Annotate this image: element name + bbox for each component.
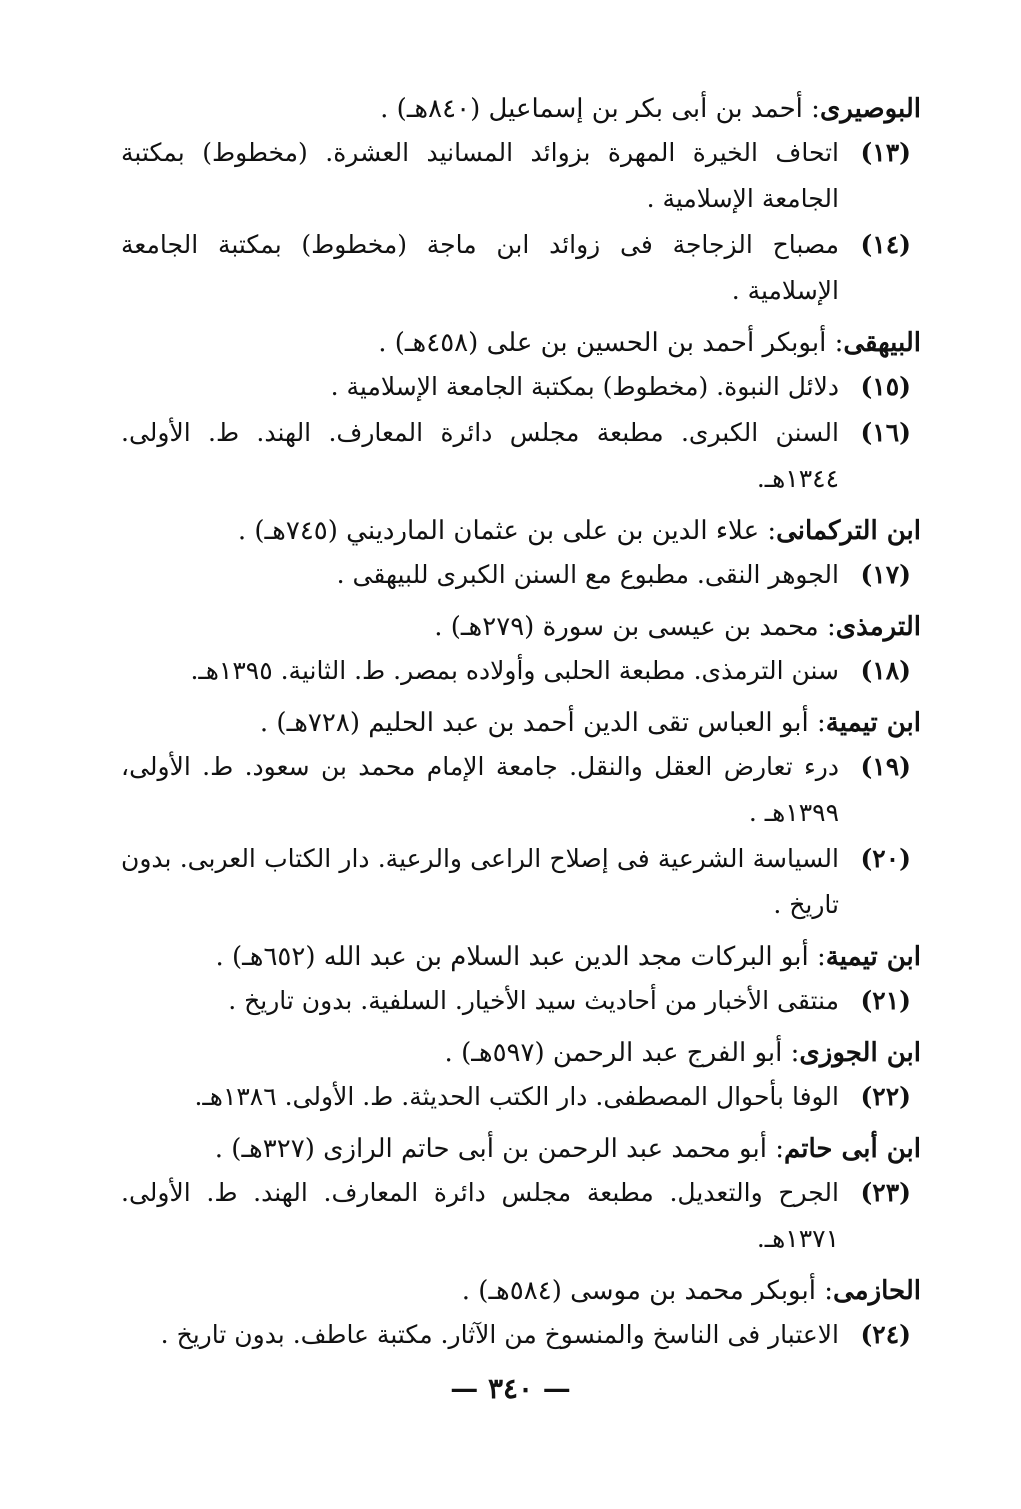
entry-number: (١٩)	[860, 752, 911, 781]
author-heading: ابن تيمية: أبو العباس تقى الدين أحمد بن عبد الحليم (٧٢٨هـ) .	[259, 708, 921, 738]
author-description: أبو الفرج عبد الرحمن (٥٩٧هـ) .	[444, 1038, 783, 1068]
author-description: أحمد بن أبى بكر بن إسماعيل (٨٤٠هـ) .	[380, 94, 803, 124]
author-name: ابن التركمانى	[776, 516, 921, 546]
bibliography-entry	[121, 1312, 921, 1358]
author-name: الترمذى	[835, 612, 921, 642]
bibliography-entry	[121, 648, 921, 694]
entry-number: (١٤)	[860, 230, 911, 259]
entry-number: (١٣)	[860, 138, 911, 167]
author-group	[121, 1272, 921, 1358]
author-description: أبو العباس تقى الدين أحمد بن عبد الحليم (٧٢٨هـ) .	[259, 708, 809, 738]
author-name: البوصيرى	[819, 94, 921, 124]
entry-text: الوفا بأحوال المصطفى. دار الكتب الحديثة. ط. الأولى. ١٣٨٦هـ.	[194, 1082, 839, 1111]
author-description: أبوبكر أحمد بن الحسين بن على (٤٥٨هـ) .	[378, 328, 827, 358]
entry-text: السنن الكبرى. مطبعة مجلس دائرة المعارف. الهند. ط. الأولى. ١٣٤٤هـ.	[121, 418, 839, 493]
author-heading: ابن أبى حاتم: أبو محمد عبد الرحمن بن أبى حاتم الرازى (٣٢٧هـ) .	[214, 1134, 921, 1164]
author-heading: ابن التركمانى: علاء الدين بن على بن عثمان المارديني (٧٤٥هـ) .	[237, 516, 921, 546]
entry-number: (١٦)	[860, 418, 911, 447]
bibliography-entry	[121, 364, 921, 410]
entry-number: (٢٣)	[860, 1178, 911, 1207]
entry-number: (١٨)	[860, 656, 911, 685]
bibliography-entry	[121, 836, 921, 928]
author-group	[121, 938, 921, 1024]
author-name: ابن تيمية	[825, 708, 921, 738]
author-group	[121, 90, 921, 314]
author-description: أبو محمد عبد الرحمن بن أبى حاتم الرازى (٣٢٧هـ) .	[214, 1134, 767, 1164]
author-heading: ابن تيمية: أبو البركات مجد الدين عبد السلام بن عبد الله (٦٥٢هـ) .	[215, 942, 921, 972]
author-description: علاء الدين بن على بن عثمان المارديني (٧٤٥هـ) .	[237, 516, 760, 546]
entry-number: (١٧)	[860, 560, 911, 589]
entry-text: درء تعارض العقل والنقل. جامعة الإمام محمد بن سعود. ط. الأولى، ١٣٩٩هـ .	[121, 752, 839, 827]
bibliography-entry	[121, 1170, 921, 1262]
bibliography-entry	[121, 1074, 921, 1120]
entry-number: (١٥)	[860, 372, 911, 401]
bibliography-entry	[121, 744, 921, 836]
bibliography-entry	[121, 222, 921, 314]
author-heading: البوصيرى: أحمد بن أبى بكر بن إسماعيل (٨٤٠هـ) .	[380, 94, 921, 124]
bibliography-entry	[121, 978, 921, 1024]
entry-text: السياسة الشرعية فى إصلاح الراعى والرعية. دار الكتاب العربى. بدون تاريخ .	[121, 844, 839, 919]
author-name: الحازمى	[832, 1276, 921, 1306]
author-group	[121, 608, 921, 694]
author-name: ابن تيمية	[825, 942, 921, 972]
entry-number: (٢٢)	[860, 1082, 911, 1111]
author-name: البيهقى	[843, 328, 921, 358]
entry-text: الاعتبار فى الناسخ والمنسوخ من الآثار. مكتبة عاطف. بدون تاريخ .	[160, 1320, 839, 1349]
bibliography-entry	[121, 410, 921, 502]
author-heading: الحازمى: أبوبكر محمد بن موسى (٥٨٤هـ) .	[461, 1276, 921, 1306]
entry-text: دلائل النبوة. (مخطوط) بمكتبة الجامعة الإسلامية .	[330, 372, 839, 401]
entry-text: مصباح الزجاجة فى زوائد ابن ماجة (مخطوط) بمكتبة الجامعة الإسلامية .	[121, 230, 839, 305]
entry-number: (٢٤)	[860, 1320, 911, 1349]
author-group	[121, 1130, 921, 1262]
entry-text: الجرح والتعديل. مطبعة مجلس دائرة المعارف. الهند. ط. الأولى. ١٣٧١هـ.	[121, 1178, 839, 1253]
author-heading: ابن الجوزى: أبو الفرج عبد الرحمن (٥٩٧هـ) .	[444, 1038, 921, 1068]
author-group	[121, 512, 921, 598]
author-group	[121, 324, 921, 502]
author-description: أبوبكر محمد بن موسى (٥٨٤هـ) .	[461, 1276, 816, 1306]
entry-number: (٢٠)	[860, 844, 911, 873]
author-description: أبو البركات مجد الدين عبد السلام بن عبد الله (٦٥٢هـ) .	[215, 942, 809, 972]
author-name: ابن أبى حاتم	[783, 1134, 921, 1164]
author-name: ابن الجوزى	[799, 1038, 921, 1068]
bibliography-entry	[121, 552, 921, 598]
entry-text: الجوهر النقى. مطبوع مع السنن الكبرى للبيهقى .	[336, 560, 839, 589]
entry-text: اتحاف الخيرة المهرة بزوائد المسانيد العشرة. (مخطوط) بمكتبة الجامعة الإسلامية .	[121, 138, 839, 213]
author-heading: الترمذى: محمد بن عيسى بن سورة (٢٧٩هـ) .	[434, 612, 921, 642]
author-description: محمد بن عيسى بن سورة (٢٧٩هـ) .	[434, 612, 819, 642]
page-number: — ٣٤٠ —	[450, 1372, 571, 1405]
bibliography-entry	[121, 130, 921, 222]
bibliography-list	[121, 80, 921, 1366]
author-heading: البيهقى: أبوبكر أحمد بن الحسين بن على (٤٥٨هـ) .	[378, 328, 921, 358]
entry-text: منتقى الأخبار من أحاديث سيد الأخيار. السلفية. بدون تاريخ .	[228, 986, 839, 1015]
author-group	[121, 1034, 921, 1120]
entry-number: (٢١)	[860, 986, 911, 1015]
entry-text: سنن الترمذى. مطبعة الحلبى وأولاده بمصر. ط. الثانية. ١٣٩٥هـ.	[190, 656, 839, 685]
author-group	[121, 704, 921, 928]
